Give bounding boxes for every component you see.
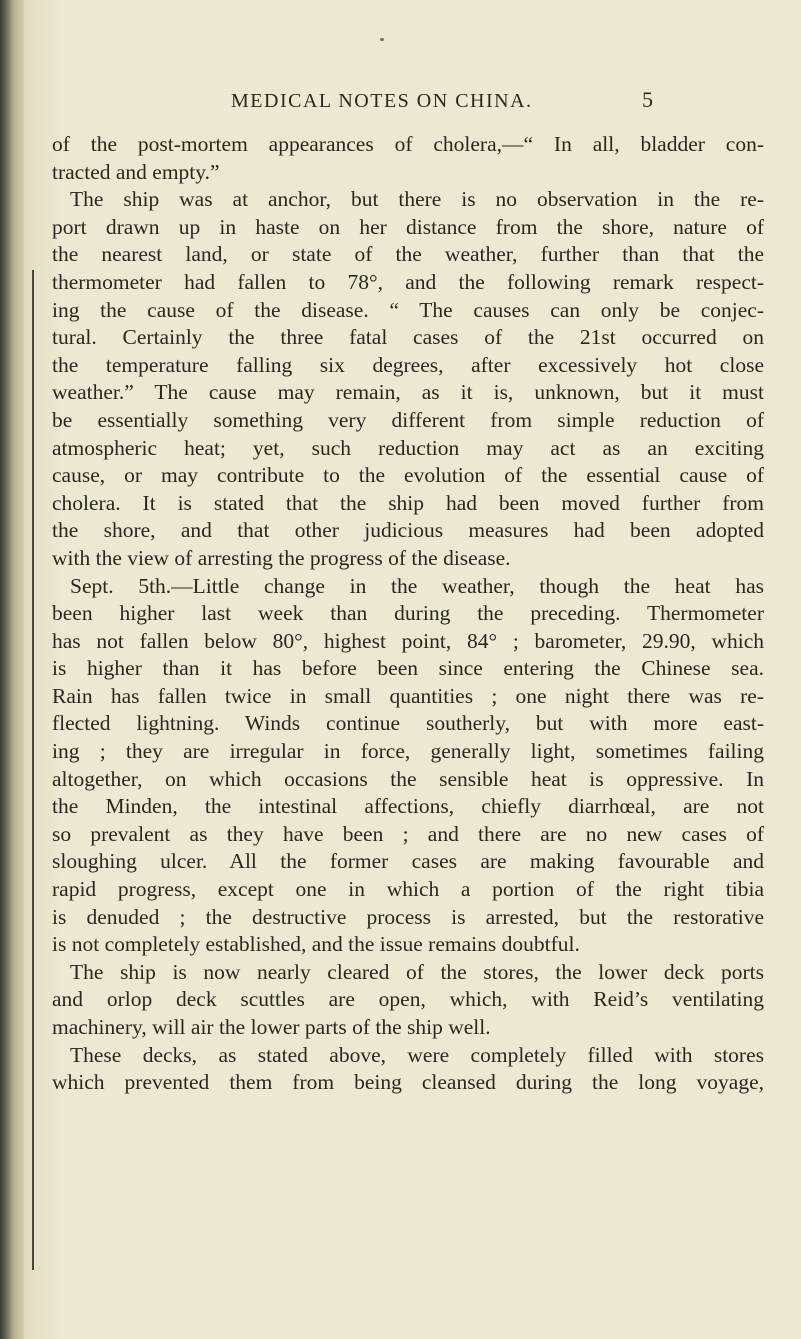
text-line: sloughing ulcer. All the former cases are making favourable and (52, 849, 764, 874)
page-number: 5 (642, 87, 653, 112)
text-line: thermometer had fallen to 78°, and the following remark respect- (52, 269, 764, 294)
text-line: The ship was at anchor, but there is no observation in the re- (70, 187, 764, 212)
text-line: been higher last week than during the preceding. Thermometer (52, 601, 764, 626)
text-line: is not completely established, and the issue remains doubtful. (52, 932, 580, 957)
text-line: tural. Certainly the three fatal cases of the 21st occurred on (52, 325, 764, 350)
text-line: The ship is now nearly cleared of the stores, the lower deck ports (70, 959, 764, 984)
body-text (52, 131, 764, 1097)
text-line: of the post-mortem appearances of cholera,—“ In all, bladder con- (52, 132, 764, 156)
text-line: so prevalent as they have been ; and there are no new cases of (52, 821, 764, 846)
text-line: tracted and empty.” (52, 159, 220, 184)
text-line: with the view of arresting the progress of the disease. (52, 545, 511, 570)
text-line: ing the cause of the disease. “ The causes can only be conjec- (52, 297, 764, 322)
running-head: MEDICAL NOTES ON CHINA. (231, 90, 533, 112)
text-line: machinery, will air the lower parts of the ship well. (52, 1015, 491, 1039)
text-line: be essentially something very different from simple reduction of (52, 407, 764, 432)
text-line: has not fallen below 80°, highest point, 84° ; barometer, 29.90, which (52, 628, 764, 653)
book-gutter (0, 0, 24, 1339)
text-line: flected lightning. Winds continue southerly, but with more east- (52, 711, 764, 736)
text-line: which prevented them from being cleansed during the long voyage, (52, 1070, 764, 1095)
text-line: weather.” The cause may remain, as it is, unknown, but it must (52, 380, 764, 405)
text-line: the temperature falling six degrees, after excessively hot close (52, 352, 764, 377)
text-line: the Minden, the intestinal affections, chiefly diarrhœal, are not (52, 794, 764, 819)
text-line: ing ; they are irregular in force, generally light, sometimes failing (52, 739, 764, 764)
text-line: is denuded ; the destructive process is arrested, but the restorative (52, 904, 764, 929)
text-line: rapid progress, except one in which a portion of the right tibia (52, 877, 764, 902)
text-line: the nearest land, or state of the weather, further than that the (52, 242, 764, 267)
text-line: cause, or may contribute to the evolution of the essential cause of (52, 463, 764, 488)
text-line: Rain has fallen twice in small quantities ; one night there was re- (52, 683, 764, 708)
text-line: the shore, and that other judicious measures had been adopted (52, 518, 764, 543)
text-line: These decks, as stated above, were completely filled with stores (70, 1042, 764, 1067)
text-line: and orlop deck scuttles are open, which, with Reid’s ventilating (52, 987, 764, 1012)
text-line: atmospheric heat; yet, such reduction may act as an exciting (52, 435, 764, 460)
text-line: port drawn up in haste on her distance from the shore, nature of (52, 214, 764, 239)
text-line: Sept. 5th.—Little change in the weather, though the heat has (70, 573, 764, 598)
ink-speck (380, 38, 384, 41)
page-edge-shadow (32, 270, 34, 1270)
text-line: altogether, on which occasions the sensible heat is oppressive. In (52, 766, 764, 791)
text-line: cholera. It is stated that the ship had been moved further from (52, 490, 764, 515)
page-header (0, 87, 801, 120)
text-line: is higher than it has before been since entering the Chinese sea. (52, 656, 764, 681)
